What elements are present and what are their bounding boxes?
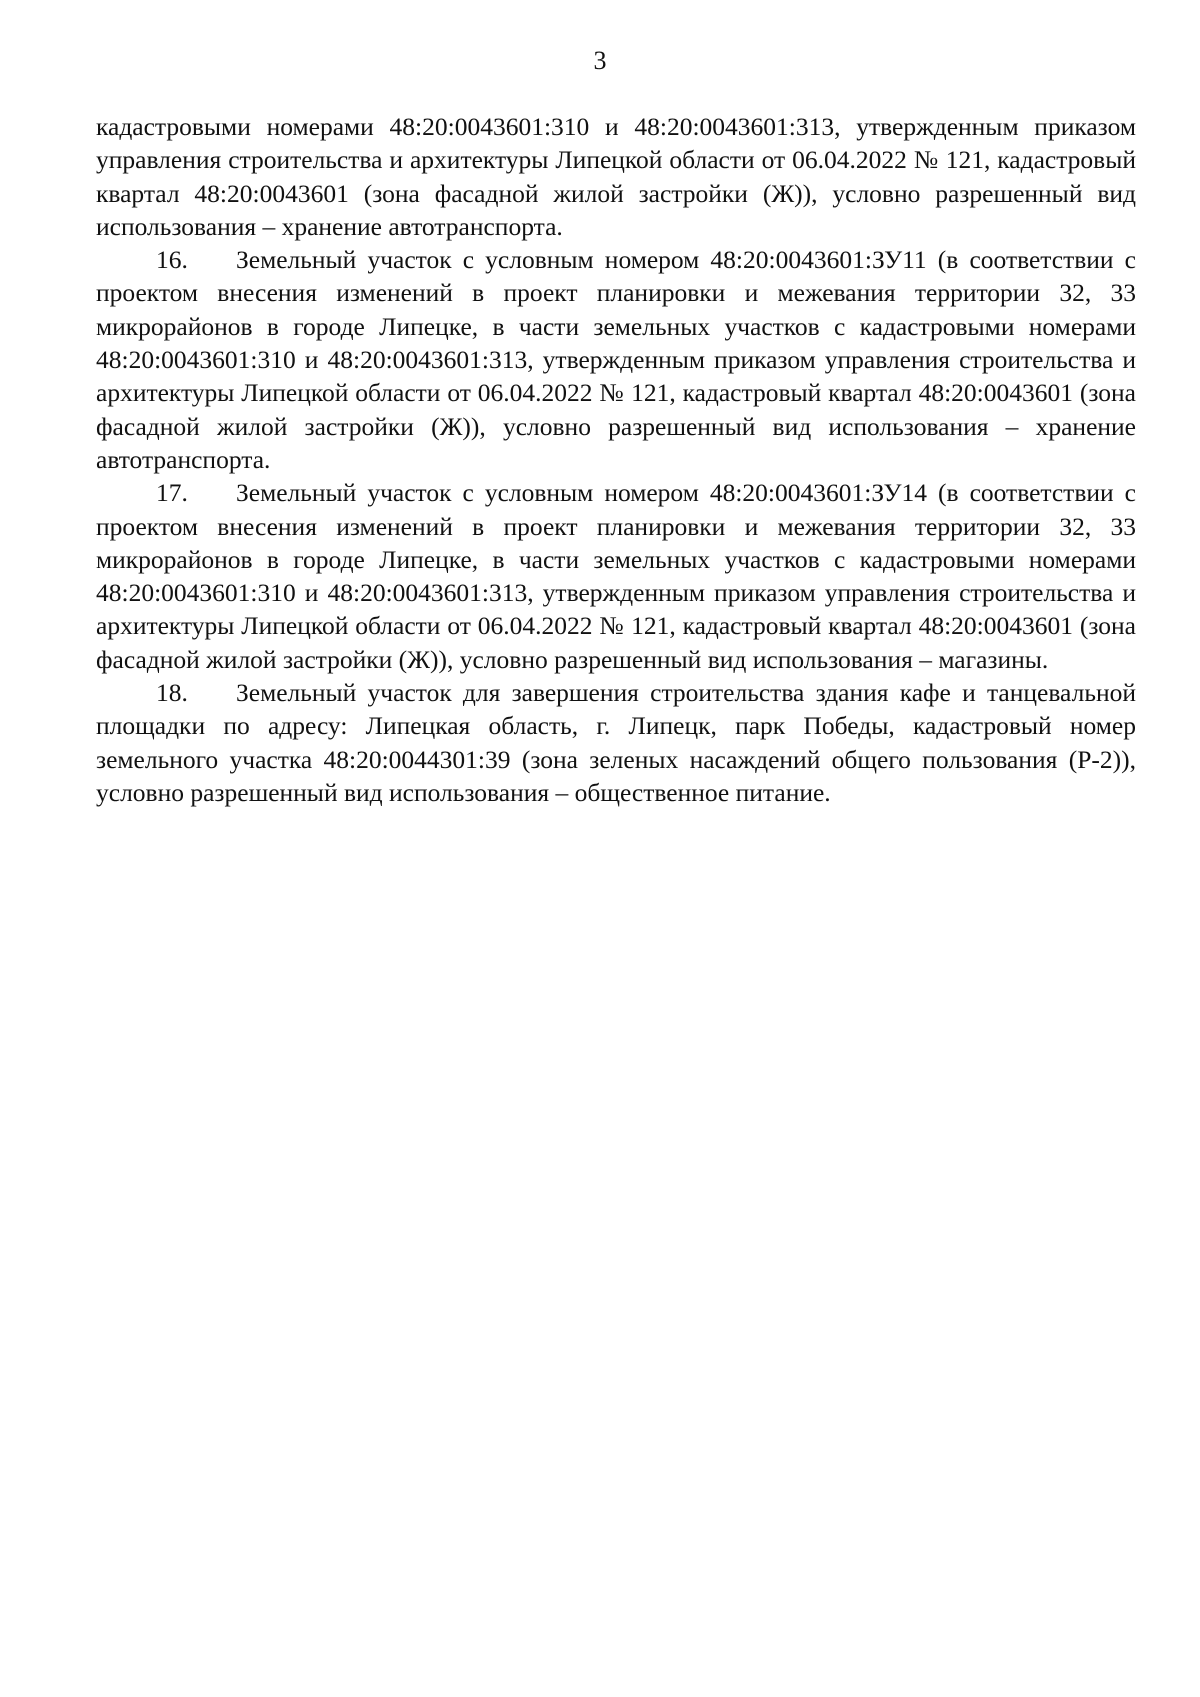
paragraph-text: Земельный участок с условным номером 48:20:0043601:ЗУ14 (в соответствии с проектом внесения изменений в проект планировки и межевания территории 32, 33 микрорайонов в городе Липецке, в части земельных участков с кадастровыми номерами 48:20:0043601:310 и 48:20:0043601:313, утвержденным приказом управления строительства и архитектуры Липецкой области от 06.04.2022 № 121, кадастровый квартал 48:20:0043601 (зона фасадной жилой застройки (Ж)), условно разрешенный вид использования – магазины. xyxy=(96,478,1136,674)
item-number: 18. xyxy=(156,678,188,708)
paragraph-item-17 xyxy=(96,476,1136,676)
paragraph-text: кадастровыми номерами 48:20:0043601:310 и 48:20:0043601:313, утвержденным приказом управления строительства и архитектуры Липецкой области от 06.04.2022 № 121, кадастровый квартал 48:20:0043601 (зона фасадной жилой застройки (Ж)), условно разрешенный вид использования – хранение автотранспорта. xyxy=(96,112,1136,241)
paragraph-item-16 xyxy=(96,243,1136,476)
page-number: 3 xyxy=(593,46,607,75)
paragraph-continuation xyxy=(96,110,1136,243)
paragraph-text: Земельный участок для завершения строительства здания кафе и танцевальной площадки по адресу: Липецкая область, г. Липецк, парк Победы, кадастровый номер земельного участка 48:20:0044301:39 (зона зеленых насаждений общего пользования (Р-2)), условно разрешенный вид использования – общественное питание. xyxy=(96,678,1136,807)
paragraph-item-18 xyxy=(96,676,1136,809)
item-number: 16. xyxy=(156,245,188,275)
document-body xyxy=(96,110,1136,809)
paragraph-text: Земельный участок с условным номером 48:20:0043601:ЗУ11 (в соответствии с проектом внесения изменений в проект планировки и межевания территории 32, 33 микрорайонов в городе Липецке, в части земельных участков с кадастровыми номерами 48:20:0043601:310 и 48:20:0043601:313, утвержденным приказом управления строительства и архитектуры Липецкой области от 06.04.2022 № 121, кадастровый квартал 48:20:0043601 (зона фасадной жилой застройки (Ж)), условно разрешенный вид использования – хранение автотранспорта. xyxy=(96,245,1136,474)
item-number: 17. xyxy=(156,478,188,508)
